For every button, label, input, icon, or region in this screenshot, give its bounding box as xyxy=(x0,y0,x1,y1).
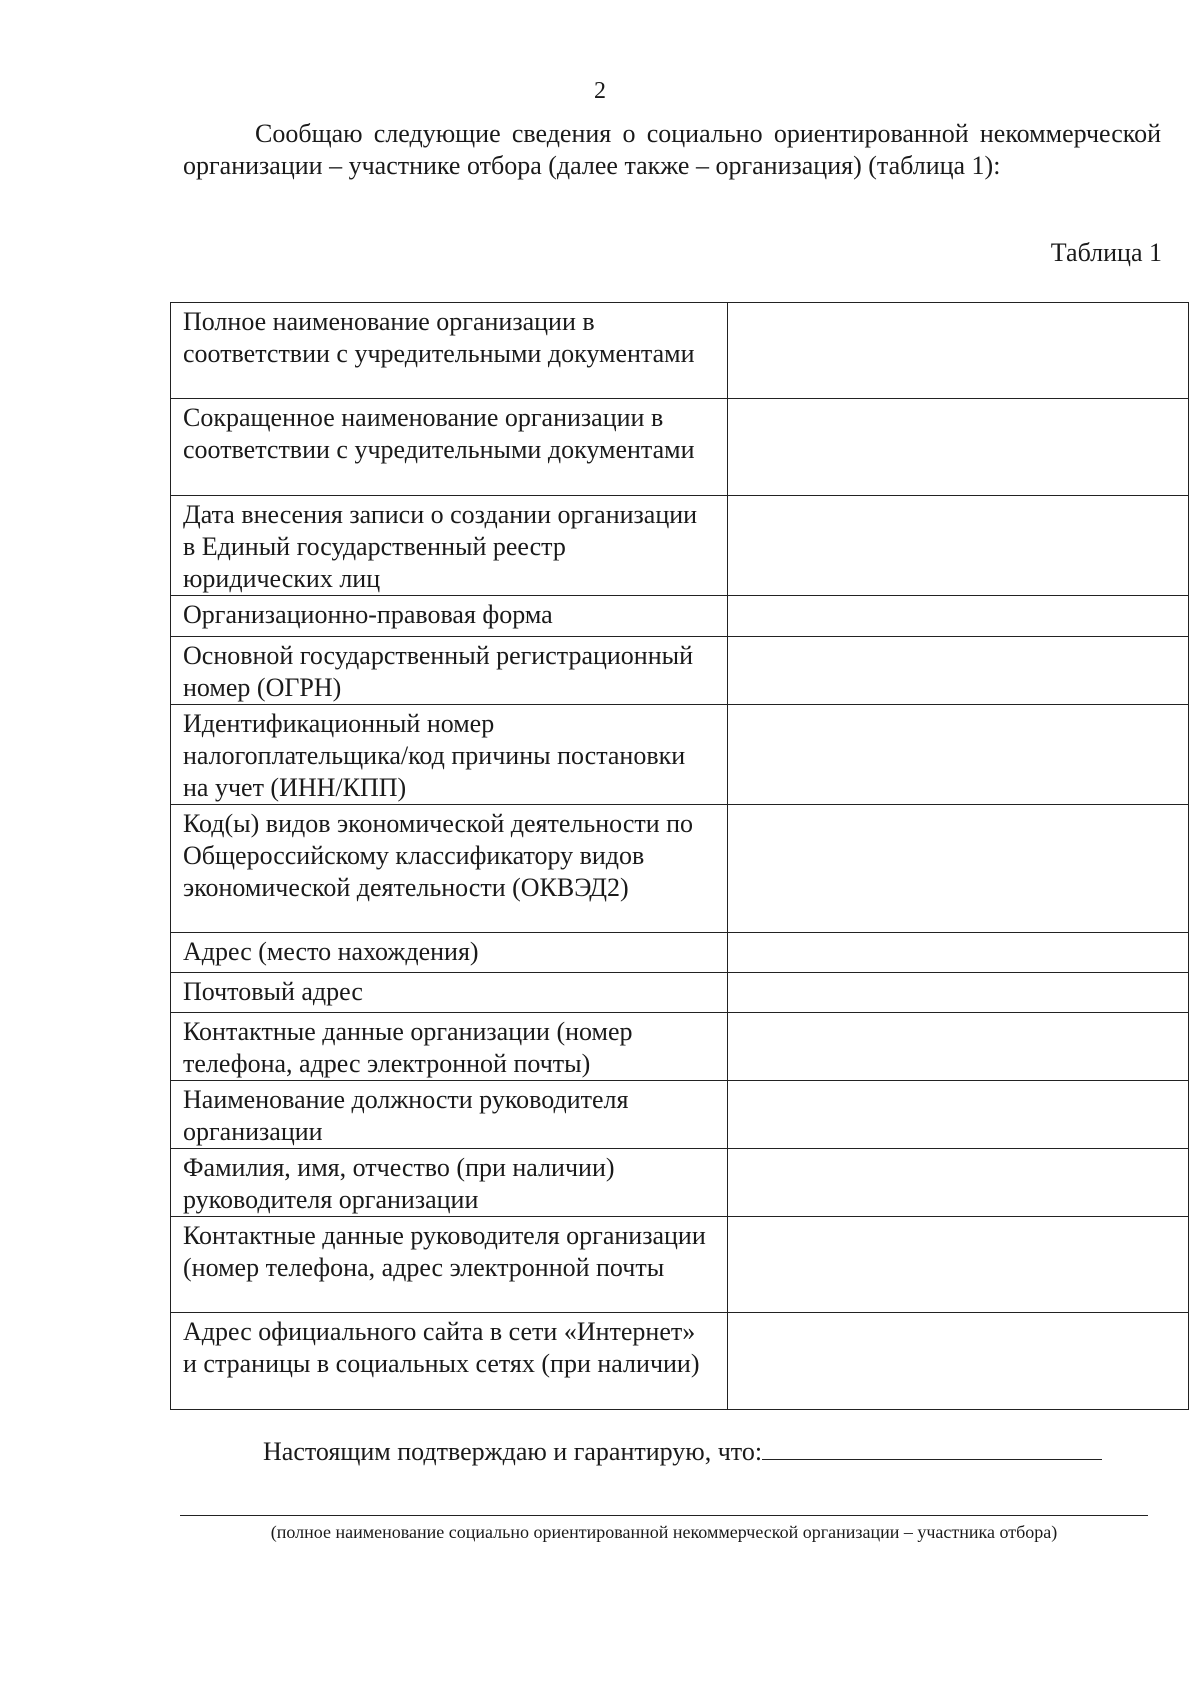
row-value[interactable] xyxy=(728,705,1189,805)
row-value[interactable] xyxy=(728,637,1189,705)
row-label: Идентификационный номер налогоплательщика/код причины постановки на учет (ИНН/КПП) xyxy=(171,705,728,805)
row-value[interactable] xyxy=(728,933,1189,973)
organization-name-caption: (полное наименование социально ориентированной некоммерческой организации – участника отбора) xyxy=(270,1522,1058,1542)
row-label: Дата внесения записи о создании организации в Единый государственный реестр юридических лиц xyxy=(171,496,728,596)
table-row xyxy=(171,303,1189,399)
table-row xyxy=(171,1013,1189,1081)
table-row xyxy=(171,1149,1189,1217)
table-row xyxy=(171,496,1189,596)
row-value[interactable] xyxy=(728,1217,1189,1313)
row-label: Контактные данные руководителя организации (номер телефона, адрес электронной почты xyxy=(171,1217,728,1313)
row-value[interactable] xyxy=(728,805,1189,933)
row-value[interactable] xyxy=(728,303,1189,399)
table-row xyxy=(171,933,1189,973)
table-row xyxy=(171,637,1189,705)
table-row xyxy=(171,705,1189,805)
row-value[interactable] xyxy=(728,973,1189,1013)
organization-name-blank[interactable] xyxy=(180,1515,1148,1516)
table-row xyxy=(171,973,1189,1013)
table-caption: Таблица 1 xyxy=(1050,238,1162,267)
table-row xyxy=(171,1313,1189,1410)
row-value[interactable] xyxy=(728,496,1189,596)
row-value[interactable] xyxy=(728,1081,1189,1149)
row-label: Основной государственный регистрационный номер (ОГРН) xyxy=(171,637,728,705)
row-label: Адрес (место нахождения) xyxy=(171,933,728,973)
row-value[interactable] xyxy=(728,1013,1189,1081)
row-label: Организационно-правовая форма xyxy=(171,596,728,637)
table-row xyxy=(171,805,1189,933)
row-label: Наименование должности руководителя организации xyxy=(171,1081,728,1149)
page-number: 2 xyxy=(594,78,606,104)
table-row xyxy=(171,596,1189,637)
organization-info-table xyxy=(170,302,1189,1410)
confirmation-text: Настоящим подтверждаю и гарантирую, что: xyxy=(263,1437,763,1466)
intro-paragraph: Сообщаю следующие сведения о социально ориентированной некоммерческой организации – участнике отбора (далее также – организация) (таблица 1): xyxy=(183,119,1161,180)
row-label: Почтовый адрес xyxy=(171,973,728,1013)
row-label: Адрес официального сайта в сети «Интернет» и страницы в социальных сетях (при наличии) xyxy=(171,1313,728,1410)
row-label: Полное наименование организации в соответствии с учредительными документами xyxy=(171,303,728,399)
row-value[interactable] xyxy=(728,1149,1189,1217)
row-value[interactable] xyxy=(728,399,1189,496)
row-label: Код(ы) видов экономической деятельности по Общероссийскому классификатору видов экономической деятельности (ОКВЭД2) xyxy=(171,805,728,933)
confirmation-blank[interactable] xyxy=(762,1435,1102,1460)
row-label: Контактные данные организации (номер телефона, адрес электронной почты) xyxy=(171,1013,728,1081)
table-row xyxy=(171,399,1189,496)
confirmation-line xyxy=(263,1435,1102,1467)
row-label: Сокращенное наименование организации в соответствии с учредительными документами xyxy=(171,399,728,496)
table-row xyxy=(171,1217,1189,1313)
row-value[interactable] xyxy=(728,596,1189,637)
row-label: Фамилия, имя, отчество (при наличии) руководителя организации xyxy=(171,1149,728,1217)
row-value[interactable] xyxy=(728,1313,1189,1410)
table-row xyxy=(171,1081,1189,1149)
